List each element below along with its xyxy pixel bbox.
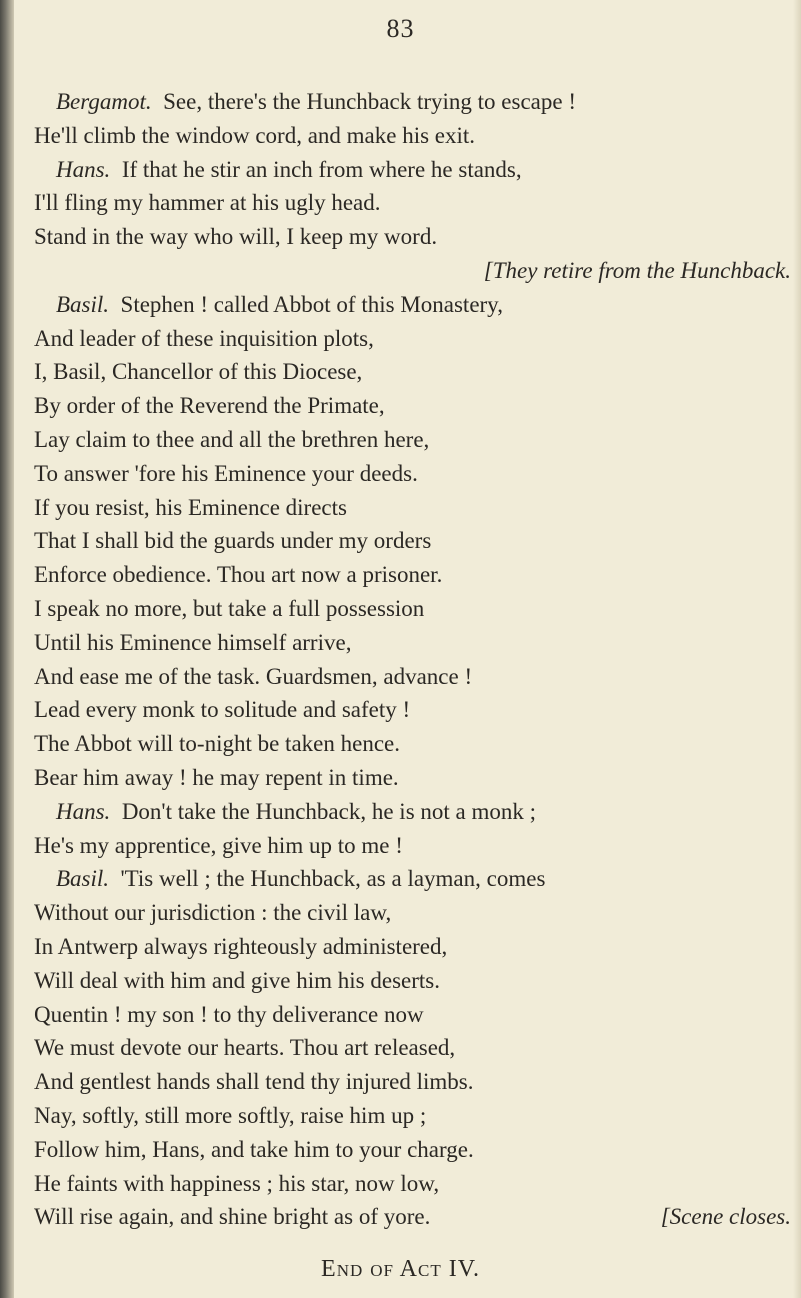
verse-line: [34, 1068, 474, 1096]
book-gutter: [0, 0, 14, 1298]
line-text: Stand in the way who will, I keep my word.: [34, 224, 438, 250]
line-text: Lay claim to thee and all the brethren here,: [34, 427, 430, 452]
line-text: Without our jurisdiction : the civil law,: [34, 900, 392, 926]
line-text: To answer 'fore his Eminence your deeds.: [34, 460, 418, 486]
line-text: I, Basil, Chancellor of this Diocese,: [34, 359, 363, 385]
stage-direction: [They retire from the Hunchback.: [483, 258, 791, 283]
line-text: Quentin ! my son ! to thy deliverance now: [34, 1001, 424, 1027]
verse-line: [34, 730, 400, 758]
line-text: Until his Eminence himself arrive,: [34, 629, 352, 655]
verse-line: [34, 392, 385, 420]
page-edge: [793, 0, 801, 1298]
line-text: Will deal with him and give him his deserts.: [34, 967, 440, 993]
verse-line: [56, 88, 576, 116]
act-end-heading: End of Act IV.: [321, 1256, 480, 1282]
line-text: By order of the Reverend the Primate,: [34, 393, 385, 419]
line-text: If that he stir an inch from where he stands,: [121, 156, 522, 182]
verse-line: [56, 798, 536, 826]
verse-line: [34, 1102, 426, 1130]
line-text: We must devote our hearts. Thou art released,: [34, 1035, 456, 1061]
speaker-name: Bergamot.: [56, 89, 152, 114]
verse-line: [34, 527, 431, 555]
speaker-name: Basil.: [56, 866, 110, 892]
verse-line: [34, 426, 429, 454]
verse-line: [34, 832, 403, 860]
verse-line: [34, 1170, 439, 1198]
line-text: Lead every monk to solitude and safety !: [34, 697, 411, 723]
verse-line: [56, 156, 522, 184]
line-text: Enforce obedience. Thou art now a prisoner.: [34, 562, 443, 588]
verse-line: [34, 189, 381, 217]
verse-line: [34, 358, 362, 386]
verse-line: [34, 967, 440, 995]
verse-line: [34, 696, 410, 724]
line-text: Will rise again, and shine bright as of yore.: [34, 1204, 431, 1230]
verse-line: [34, 629, 351, 657]
verse-line: [34, 764, 399, 792]
verse-line: [34, 595, 424, 623]
speaker-name: Basil.: [56, 291, 110, 317]
line-text: Don't take the Hunchback, he is not a monk ;: [121, 798, 537, 824]
verse-line: [34, 223, 437, 251]
line-text: If you resist, his Eminence directs: [34, 494, 347, 520]
verse-line: [34, 1136, 474, 1164]
line-text: He'll climb the window cord, and make his exit.: [34, 122, 476, 148]
line-text: Nay, softly, still more softly, raise him up ;: [34, 1103, 427, 1128]
line-text: I'll fling my hammer at his ugly head.: [34, 190, 381, 216]
speaker-name: Hans.: [56, 156, 111, 182]
line-text: Stephen ! called Abbot of this Monastery,: [120, 291, 503, 317]
line-text: He's my apprentice, give him up to me !: [34, 832, 403, 858]
verse-line: [34, 460, 418, 488]
line-text: The Abbot will to-night be taken hence.: [34, 731, 400, 757]
stage-direction: [Scene closes.: [660, 1204, 791, 1230]
verse-line: [34, 663, 472, 691]
verse-line: [34, 933, 447, 961]
line-text: See, there's the Hunchback trying to escape !: [163, 89, 576, 114]
line-text: I speak no more, but take a full possession: [34, 596, 425, 621]
verse-line: [34, 1203, 430, 1231]
verse-line: [34, 899, 391, 927]
verse-line: [34, 122, 475, 150]
line-text: And leader of these inquisition plots,: [34, 325, 374, 351]
line-text: Bear him away ! he may repent in time.: [34, 765, 399, 790]
line-text: And ease me of the task. Guardsmen, advance !: [34, 663, 473, 689]
verse-line: [34, 325, 374, 353]
line-text: That I shall bid the guards under my orders: [34, 528, 432, 554]
line-text: In Antwerp always righteously administered,: [34, 934, 448, 959]
verse-line: [34, 494, 347, 522]
verse-line: [56, 865, 545, 893]
page-number: 83: [386, 14, 415, 43]
line-text: Follow him, Hans, and take him to your charge.: [34, 1136, 474, 1162]
line-text: 'Tis well ; the Hunchback, as a layman, comes: [120, 866, 546, 892]
speaker-name: Hans.: [56, 798, 111, 824]
verse-line: [56, 291, 503, 319]
verse-line: [34, 1001, 424, 1029]
line-text: He faints with happiness ; his star, now low,: [34, 1170, 440, 1196]
verse-line: [34, 1034, 455, 1062]
line-text: And gentlest hands shall tend thy injured limbs.: [34, 1069, 474, 1095]
verse-line: [34, 561, 442, 589]
